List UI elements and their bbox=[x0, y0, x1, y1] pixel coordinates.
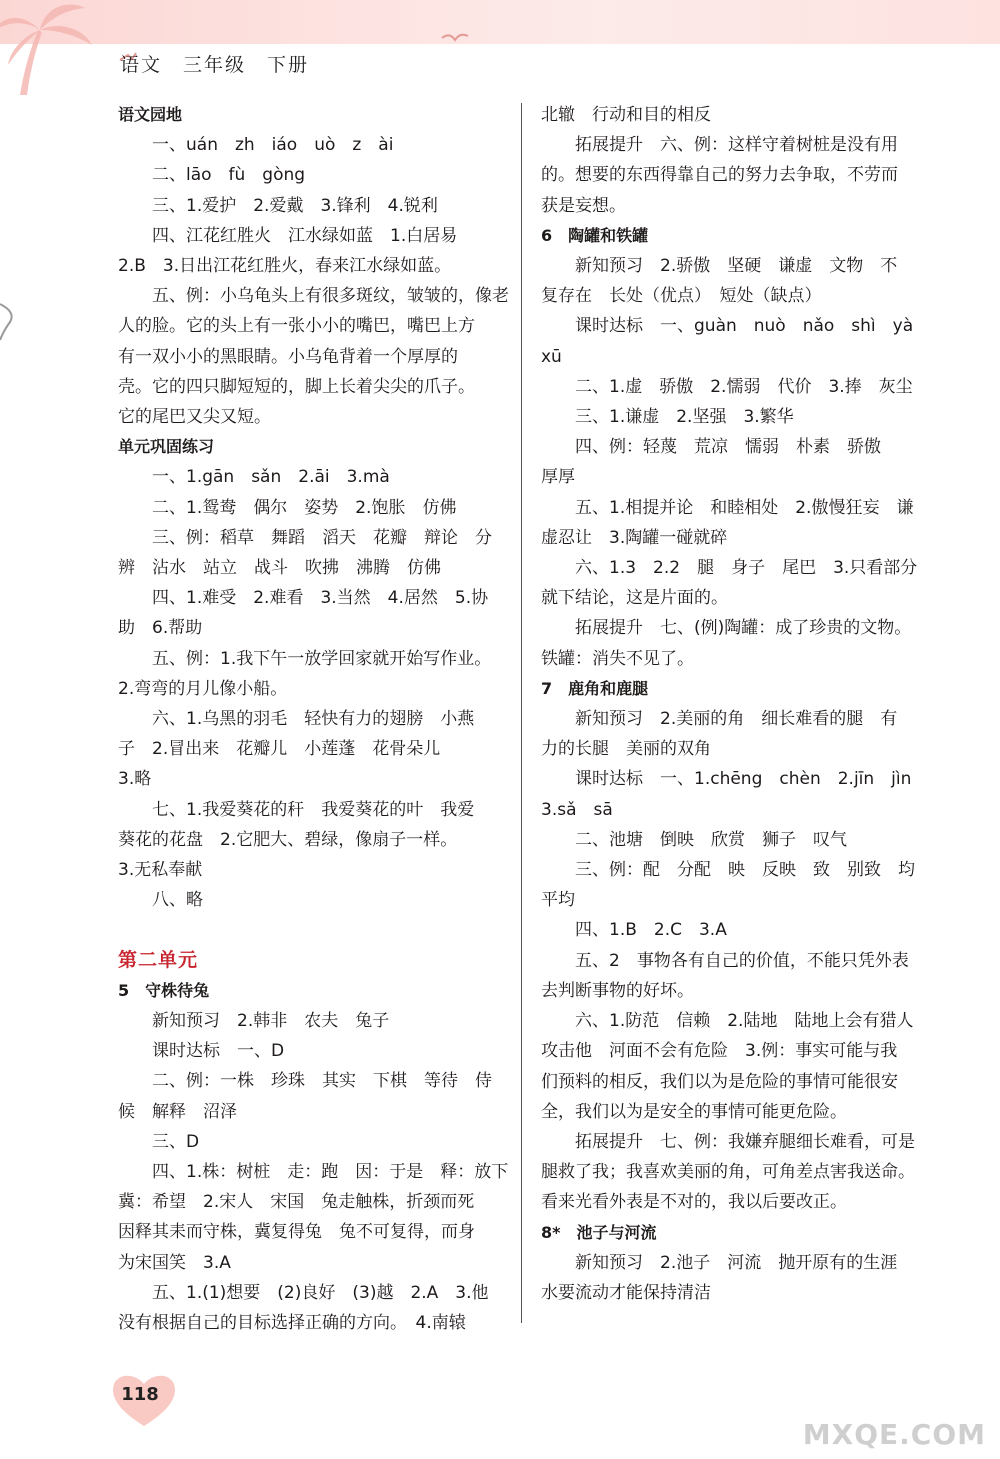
answer-line: 就下结论，这是片面的。 bbox=[541, 588, 728, 609]
section-heading: 6 陶罐和铁罐 bbox=[541, 225, 649, 245]
answer-line: 四、1.难受 2.难看 3.当然 4.居然 5.协 bbox=[152, 588, 489, 609]
answer-line: 二、池塘 倒映 欣赏 狮子 叹气 bbox=[575, 829, 847, 850]
answer-line: 新知预习 2.骄傲 坚硬 谦虚 文物 不 bbox=[575, 256, 898, 277]
answer-line: 人的脸。它的头上有一张小小的嘴巴，嘴巴上方 bbox=[118, 316, 475, 337]
answer-line: 2.弯弯的月儿像小船。 bbox=[118, 678, 288, 699]
answer-line: 力的长腿 美丽的双角 bbox=[541, 739, 711, 760]
answer-line: 全，我们以为是安全的事情可能更危险。 bbox=[541, 1101, 847, 1122]
section-heading: 5 守株待兔 bbox=[118, 980, 210, 1000]
right-column bbox=[541, 100, 936, 1308]
section-heading: 8* 池子与河流 bbox=[541, 1222, 657, 1242]
answer-line: 五、2 事物各有自己的价值，不能只凭外表 bbox=[575, 950, 909, 971]
answer-line: 二、lāo fù gòng bbox=[152, 165, 306, 186]
answer-line: 四、1.株：树桩 走：跑 因：于是 释：放下 bbox=[152, 1161, 509, 1182]
answer-line: 为宋国笑 3.A bbox=[118, 1252, 231, 1273]
answer-line: 去判断事物的好坏。 bbox=[541, 980, 694, 1001]
answer-line: 六、1.防范 信赖 2.陆地 陆地上会有猎人 bbox=[575, 1011, 914, 1032]
answer-line: 虚忍让 3.陶罐一碰就碎 bbox=[541, 527, 728, 548]
answer-line: 一、uán zh iáo uò z ài bbox=[152, 135, 394, 156]
answer-line: 新知预习 2.韩非 农夫 兔子 bbox=[152, 1010, 390, 1031]
answer-line: 七、1.我爱葵花的秆 我爱葵花的叶 我爱 bbox=[152, 799, 475, 820]
answer-line: 五、例：1.我下午一放学回家就开始写作业。 bbox=[152, 648, 492, 669]
answer-line: 六、1.3 2.2 腿 身子 尾巴 3.只看部分 bbox=[575, 558, 918, 579]
answer-line: 的。想要的东西得靠自己的努力去争取，不劳而 bbox=[541, 165, 898, 186]
answer-line: 二、1.鸳鸯 偶尔 姿势 2.饱胀 仿佛 bbox=[152, 497, 457, 518]
section-heading: 7 鹿角和鹿腿 bbox=[541, 678, 649, 698]
watermark-text: MXQE.COM bbox=[802, 1418, 986, 1451]
page-number-badge bbox=[108, 1370, 180, 1430]
answer-line: 拓展提升 六、例：这样守着树桩是没有用 bbox=[575, 135, 898, 156]
answer-line: 三、1.谦虚 2.坚强 3.繁华 bbox=[575, 407, 794, 428]
answer-line: 四、例：轻蔑 荒凉 懦弱 朴素 骄傲 bbox=[575, 437, 881, 458]
answer-line: 三、例：配 分配 映 反映 致 别致 均 bbox=[575, 860, 915, 881]
answer-line: 没有根据自己的目标选择正确的方向。 4.南辕 bbox=[118, 1312, 466, 1333]
answer-line: 壳。它的四只脚短短的，脚上长着尖尖的爪子。 bbox=[118, 376, 475, 397]
answer-line: 四、1.B 2.C 3.A bbox=[575, 920, 727, 941]
answer-line: 3.sǎ sā bbox=[541, 799, 613, 820]
answer-line: 二、1.虚 骄傲 2.懦弱 代价 3.捧 灰尘 bbox=[575, 376, 913, 397]
page-number: 118 bbox=[121, 1384, 159, 1405]
answer-line: 课时达标 一、guàn nuò nǎo shì yà bbox=[575, 316, 914, 337]
answer-line: 北辙 行动和目的相反 bbox=[541, 105, 711, 125]
answer-line: 子 2.冒出来 花瓣儿 小莲蓬 花骨朵儿 bbox=[118, 739, 441, 760]
answer-line: 课时达标 一、1.chēng chèn 2.jīn jìn bbox=[575, 769, 912, 790]
answer-line: 水要流动才能保持清洁 bbox=[541, 1282, 711, 1303]
answer-line: 获是妄想。 bbox=[541, 195, 626, 216]
answer-line: 看来光看外表是不对的，我以后要改正。 bbox=[541, 1192, 847, 1213]
answer-line: 八、略 bbox=[152, 890, 203, 911]
answer-line: 拓展提升 七、例：我嫌弃腿细长难看，可是 bbox=[575, 1131, 915, 1152]
unit-heading: 第二单元 bbox=[118, 949, 199, 972]
answer-line: 冀：希望 2.宋人 宋国 兔走触株，折颈而死 bbox=[118, 1192, 475, 1213]
answer-line: 3.略 bbox=[118, 769, 152, 790]
answer-line: 3.无私奉献 bbox=[118, 860, 203, 881]
answer-line: 们预料的相反，我们以为是危险的事情可能很安 bbox=[541, 1071, 898, 1092]
answer-line: 五、1.相提并论 和睦相处 2.傲慢狂妄 谦 bbox=[575, 497, 914, 518]
answer-line: 三、D bbox=[152, 1131, 200, 1152]
answer-line: 六、1.乌黑的羽毛 轻快有力的翅膀 小燕 bbox=[152, 709, 475, 730]
left-column bbox=[118, 100, 513, 1338]
answer-line: 五、1.(1)想要 (2)良好 (3)越 2.A 3.他 bbox=[152, 1282, 489, 1303]
answer-line: 拓展提升 七、(例)陶罐：成了珍贵的文物。 bbox=[575, 618, 912, 639]
answer-line: 攻击他 河面不会有危险 3.例：事实可能与我 bbox=[541, 1041, 898, 1062]
answer-line: 平均 bbox=[541, 890, 575, 911]
answer-line: 铁罐：消失不见了。 bbox=[541, 648, 694, 669]
answer-line: 葵花的花盘 2.它肥大、碧绿，像扇子一样。 bbox=[118, 829, 458, 850]
column-divider bbox=[521, 103, 522, 1323]
answer-line: 厚厚 bbox=[541, 467, 575, 488]
answer-line: 辨 沾水 站立 战斗 吹拂 沸腾 仿佛 bbox=[118, 558, 441, 579]
answer-line: 它的尾巴又尖又短。 bbox=[118, 407, 271, 428]
answer-line: 三、1.爱护 2.爱戴 3.锋利 4.锐利 bbox=[152, 195, 438, 216]
answer-line: 因释其耒而守株，冀复得兔 兔不可复得，而身 bbox=[118, 1222, 475, 1243]
answer-line: 候 解释 沼泽 bbox=[118, 1101, 237, 1122]
page-header-title: 语文 三年级 下册 bbox=[120, 54, 310, 76]
answer-line: 2.B 3.日出江花红胜火，春来江水绿如蓝。 bbox=[118, 256, 452, 277]
answer-line: 新知预习 2.美丽的角 细长难看的腿 有 bbox=[575, 709, 898, 730]
answer-line: 五、例：小乌龟头上有很多斑纹，皱皱的，像老 bbox=[152, 286, 509, 307]
answer-line: 复存在 长处（优点） 短处（缺点） bbox=[541, 286, 822, 307]
section-heading: 语文园地 bbox=[118, 105, 183, 124]
answer-line: 三、例：稻草 舞蹈 滔天 花瓣 辩论 分 bbox=[152, 527, 492, 548]
answer-line: 有一双小小的黑眼睛。小乌龟背着一个厚厚的 bbox=[118, 346, 458, 367]
side-decoration bbox=[0, 300, 18, 344]
palm-tree-decoration bbox=[0, 0, 170, 95]
answer-line: 四、江花红胜火 江水绿如蓝 1.白居易 bbox=[152, 225, 458, 246]
answer-line: 助 6.帮助 bbox=[118, 618, 203, 639]
answer-line: 腿救了我；我喜欢美丽的角，可角差点害我送命。 bbox=[541, 1162, 915, 1183]
section-heading: 单元巩固练习 bbox=[118, 437, 215, 457]
answer-line: 新知预习 2.池子 河流 抛开原有的生涯 bbox=[575, 1252, 898, 1273]
bird-decoration bbox=[440, 30, 470, 46]
answer-line: 二、例：一株 珍珠 其实 下棋 等待 侍 bbox=[152, 1071, 492, 1092]
answer-line: 一、1.gān sǎn 2.āi 3.mà bbox=[152, 467, 390, 488]
answer-line: xū bbox=[541, 346, 562, 367]
answer-line: 课时达标 一、D bbox=[152, 1041, 285, 1062]
watermark bbox=[786, 1361, 986, 1451]
